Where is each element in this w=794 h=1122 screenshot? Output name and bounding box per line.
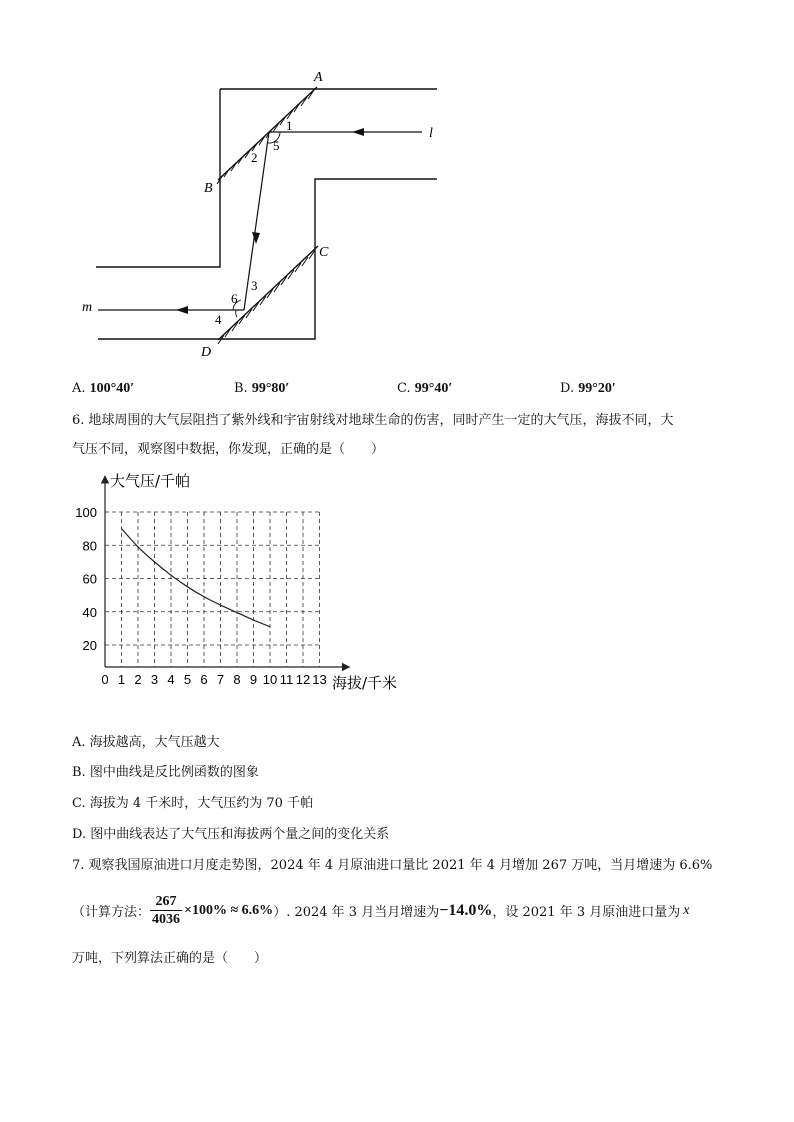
label-d: D <box>201 345 212 360</box>
chart-grid <box>105 512 320 667</box>
chart-x-tick-label: 8 <box>233 672 241 687</box>
chart-y-tick-label: 20 <box>82 638 97 653</box>
q7-calc-expression: ×100% ≈ 6.6% <box>184 902 274 918</box>
chart-x-tick-label: 13 <box>312 672 327 687</box>
q5-option-d[interactable] <box>560 381 616 397</box>
q5-option-letter: B. <box>234 381 248 396</box>
chart-x-tick-label: 6 <box>200 672 208 687</box>
chart-x-tick-label: 3 <box>150 672 159 687</box>
chart-x-tick-label: 0 <box>101 672 109 687</box>
angle-label-4: 4 <box>215 312 222 327</box>
label-a: A <box>314 70 323 85</box>
q6-option-a[interactable]: A. 海拔越高，大气压越大 <box>72 735 220 750</box>
chart-x-tick-label: 5 <box>183 672 192 687</box>
q5-option-value: 100°40′ <box>89 381 135 396</box>
angle-label-6: 6 <box>231 291 238 306</box>
chart-x-tick-label: 7 <box>216 672 225 687</box>
q7-question-line-1: 7. 观察我国原油进口月度走势图，2024 年 4 月原油进口量比 2021 年 4 月增加 267 万吨，当月增速为 6.6% <box>72 858 713 873</box>
q5-option-letter: A. <box>72 381 86 396</box>
chart-axes <box>105 476 350 667</box>
right-wall <box>98 179 437 339</box>
angle-label-1: 1 <box>286 118 293 133</box>
q5-option-letter: C. <box>397 381 411 396</box>
angle-label-3: 3 <box>251 278 258 293</box>
chart-x-axis-label: 海拔/千米 <box>332 674 398 692</box>
chart-x-tick-label: 12 <box>295 672 311 687</box>
label-c: C <box>319 245 329 260</box>
q6-option-d[interactable]: D. 图中曲线表达了大气压和海拔两个量之间的变化关系 <box>72 827 390 842</box>
chart-x-ticks <box>101 672 326 687</box>
chart-y-tick-label: 100 <box>75 505 97 520</box>
q7-fraction-denominator: 4036 <box>152 912 181 927</box>
q5-reflection-figure <box>60 60 460 370</box>
q7-variable: x <box>683 902 690 918</box>
chart-x-tick-label: 11 <box>279 672 294 687</box>
angle-label-2: 2 <box>251 150 258 165</box>
q5-option-c[interactable] <box>397 381 452 397</box>
chart-y-tick-label: 40 <box>82 604 97 620</box>
mirror-ab <box>218 87 317 180</box>
q6-question-line-1: 6. 地球周围的大气层阻挡了紫外线和宇宙射线对地球生命的伤害，同时产生一定的大气压，海拔不同，大 <box>72 413 674 428</box>
chart-y-tick-label: 80 <box>82 538 97 554</box>
q7-calc-suffix: ，设 2021 年 3 月原油进口量为 <box>492 905 681 920</box>
q5-option-letter: D. <box>560 381 575 396</box>
q5-option-b[interactable] <box>234 381 289 397</box>
q7-question-line-3: 万吨，下列算法正确的是（ ） <box>72 951 268 966</box>
chart-y-ticks <box>75 505 97 653</box>
q7-calc-mid: ）. 2024 年 3 月当月增速为 <box>273 905 440 920</box>
mirror-ab-hatch <box>217 90 314 184</box>
q7-fraction-numerator: 267 <box>150 893 182 911</box>
q7-calc-line <box>72 893 689 928</box>
left-wall <box>96 89 220 267</box>
q7-rate-value: −14.0% <box>439 901 493 919</box>
angle-arc-4 <box>236 310 237 317</box>
chart-x-tick-label: 9 <box>249 672 258 687</box>
chart-y-tick-label: 60 <box>82 571 97 587</box>
label-l: l <box>429 126 433 141</box>
q6-pressure-altitude-chart <box>70 466 430 696</box>
q6-option-b[interactable]: B. 图中曲线是反比例函数的图象 <box>72 765 259 780</box>
chart-x-tick-label: 4 <box>167 672 175 687</box>
angle-label-5: 5 <box>273 138 280 153</box>
q5-option-a[interactable] <box>72 381 134 397</box>
chart-x-tick-label: 2 <box>134 672 142 687</box>
q6-question-line-2: 气压不同，观察图中数据，你发现，正确的是（ ） <box>72 442 385 457</box>
label-m: m <box>82 300 93 315</box>
q7-fraction <box>150 893 182 928</box>
q6-option-c[interactable]: C. 海拔为 4 千米时，大气压约为 70 千帕 <box>72 796 314 811</box>
chart-x-tick-label: 1 <box>117 672 126 687</box>
arrowhead-incoming <box>352 128 364 136</box>
label-b: B <box>204 181 213 196</box>
chart-y-axis-label: 大气压/千帕 <box>110 472 191 490</box>
q5-option-value: 99°20′ <box>578 381 616 396</box>
q5-option-value: 99°80′ <box>251 381 290 396</box>
q7-calc-prefix: （计算方法： <box>72 905 151 920</box>
q5-option-value: 99°40′ <box>414 381 453 396</box>
chart-x-tick-label: 10 <box>262 672 278 687</box>
arrowhead-outgoing <box>176 306 188 314</box>
